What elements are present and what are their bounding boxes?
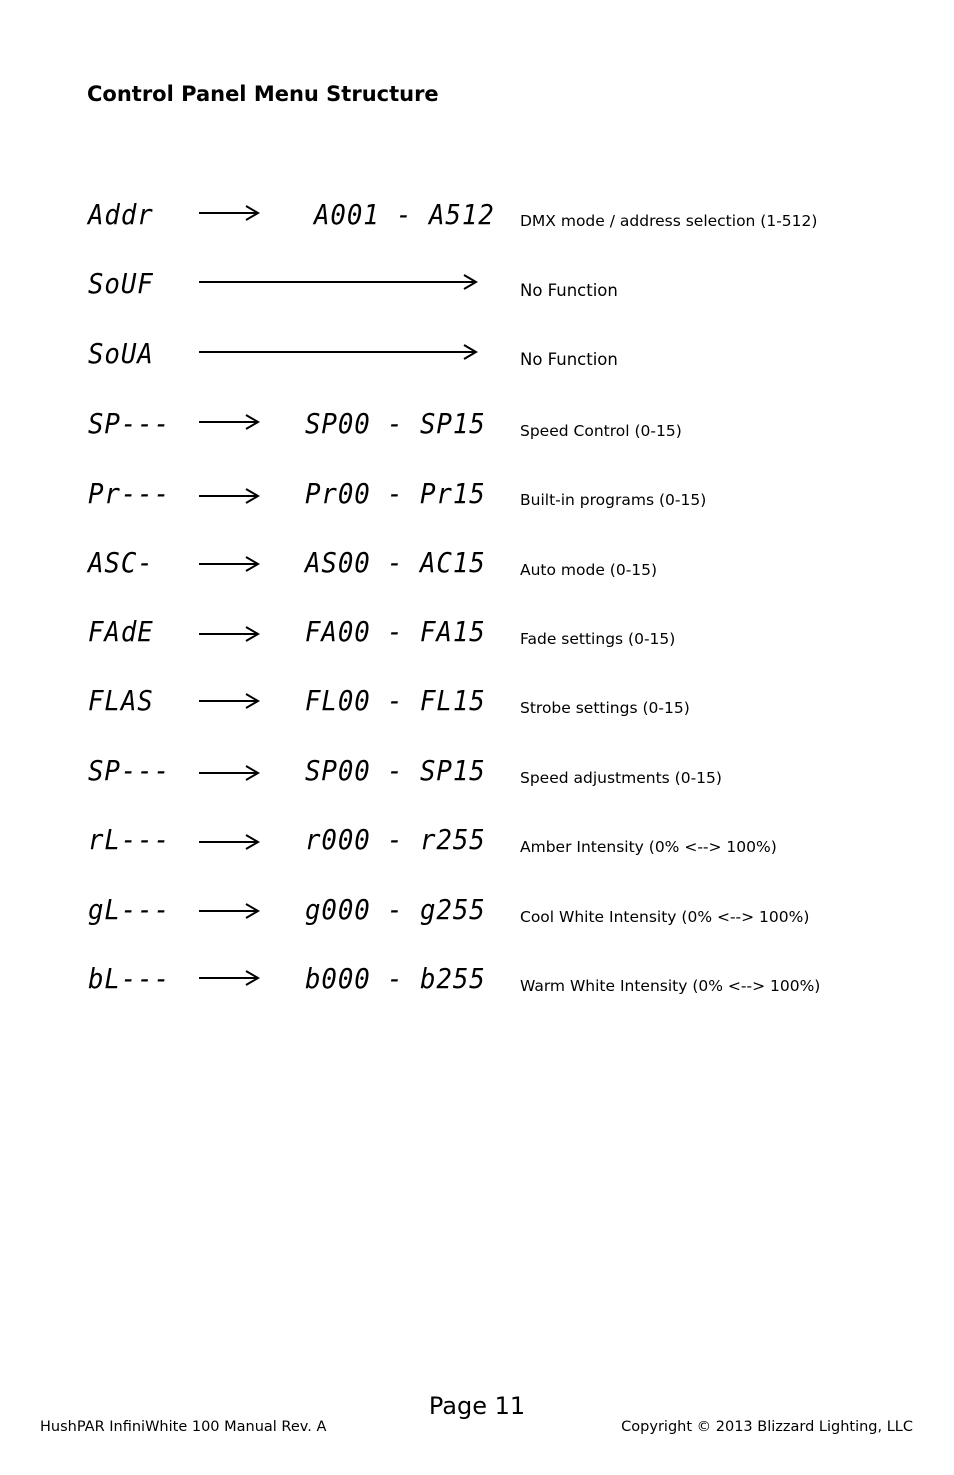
menu-row-soua [0,338,954,388]
short-arrow-icon [199,765,261,781]
short-arrow-icon [199,414,261,430]
short-arrow-icon [199,626,261,642]
lcd-range: A001 - A512 [314,198,495,231]
lcd-range: g000 - g255 [305,893,486,926]
menu-row-auto-mode [0,547,954,597]
short-arrow-icon [199,970,261,986]
lcd-range: Pr00 - Pr15 [305,477,486,510]
lcd-code: SP--- [88,754,171,787]
menu-row-programs [0,478,954,528]
menu-row-speed-adjust [0,755,954,805]
long-arrow-icon [199,344,479,360]
menu-description: Cool White Intensity (0% <--> 100%) [520,908,810,926]
menu-description: Strobe settings (0-15) [520,699,690,717]
menu-description: No Function [520,350,618,369]
page-number: Page 11 [428,1392,526,1420]
menu-description: Speed adjustments (0-15) [520,769,722,787]
lcd-code: FLAS [88,684,154,717]
menu-row-warm-white [0,963,954,1013]
lcd-code: Pr--- [88,477,171,510]
menu-row-fade [0,616,954,666]
menu-row-cool-white [0,894,954,944]
short-arrow-icon [199,693,261,709]
lcd-code: SoUA [88,337,154,370]
menu-row-strobe [0,685,954,735]
lcd-code: SoUF [88,267,154,300]
menu-description: Auto mode (0-15) [520,561,658,579]
lcd-range: b000 - b255 [305,962,486,995]
menu-description: Fade settings (0-15) [520,630,676,648]
menu-row-souf [0,268,954,318]
short-arrow-icon [199,556,261,572]
page-title: Control Panel Menu Structure [87,82,439,106]
lcd-range: FA00 - FA15 [305,615,486,648]
menu-description: DMX mode / address selection (1-512) [520,212,818,230]
lcd-code: ASC- [88,546,154,579]
menu-description: Amber Intensity (0% <--> 100%) [520,838,777,856]
menu-row-amber [0,824,954,874]
lcd-range: r000 - r255 [305,823,486,856]
menu-row-speed-control [0,408,954,458]
short-arrow-icon [199,488,261,504]
menu-description: Built-in programs (0-15) [520,491,707,509]
menu-description: Warm White Intensity (0% <--> 100%) [520,977,821,995]
short-arrow-icon [199,205,261,221]
lcd-code: FAdE [88,615,154,648]
lcd-range: SP00 - SP15 [305,407,486,440]
menu-description: Speed Control (0-15) [520,422,682,440]
long-arrow-icon [199,274,479,290]
menu-row-addr [0,199,954,249]
lcd-code: Addr [88,198,154,231]
lcd-range: AS00 - AC15 [305,546,486,579]
lcd-code: gL--- [88,893,171,926]
footer-copyright: Copyright © 2013 Blizzard Lighting, LLC [621,1419,913,1435]
menu-description: No Function [520,281,618,300]
lcd-range: FL00 - FL15 [305,684,486,717]
lcd-code: SP--- [88,407,171,440]
short-arrow-icon [199,834,261,850]
short-arrow-icon [199,903,261,919]
footer-manual-title: HushPAR InfiniWhite 100 Manual Rev. A [40,1419,327,1435]
lcd-code: rL--- [88,823,171,856]
lcd-range: SP00 - SP15 [305,754,486,787]
lcd-code: bL--- [88,962,171,995]
